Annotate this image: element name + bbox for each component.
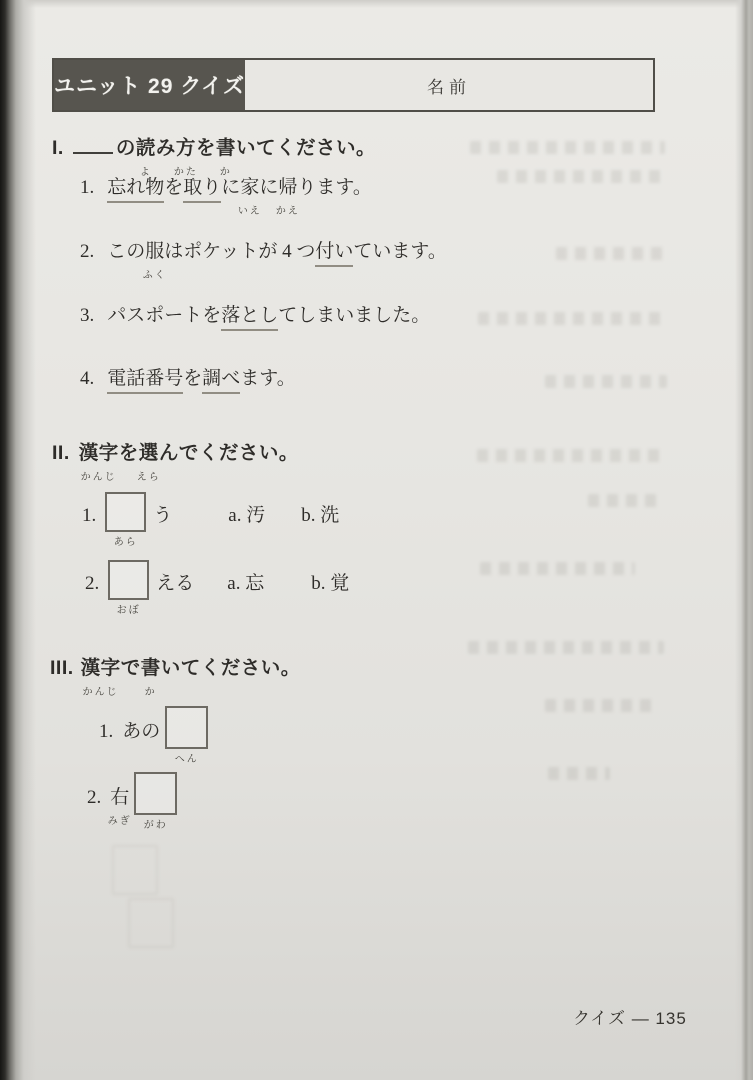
section1-question-2	[80, 240, 447, 281]
furigana: か	[144, 687, 157, 698]
text-segment	[196, 137, 216, 160]
text-segment	[227, 572, 264, 595]
text-segment	[142, 240, 167, 281]
answer-box[interactable]	[165, 706, 208, 765]
furigana: ふく	[142, 270, 167, 281]
segment-text: パスポートを	[107, 305, 222, 326]
text-segment	[107, 786, 132, 827]
segment-text: んでください。	[158, 442, 299, 464]
bleedthrough-mark	[480, 562, 635, 575]
segment-text: 調べ	[202, 368, 241, 389]
segment-text: a. 汚	[228, 505, 266, 526]
unit-title-banner	[54, 60, 245, 110]
text-segment	[52, 137, 64, 160]
text-segment	[82, 504, 96, 527]
section1-heading	[52, 137, 376, 178]
text-segment	[301, 504, 339, 527]
text-segment	[153, 504, 172, 527]
answer-box[interactable]	[134, 772, 177, 831]
text-segment	[237, 176, 262, 217]
segment-text: 服	[145, 241, 165, 262]
bleedthrough-mark	[497, 170, 665, 183]
segment-text: 右	[110, 787, 130, 808]
bleedthrough-mark	[548, 767, 610, 780]
segment-text: 1.	[99, 721, 114, 742]
text-segment	[278, 304, 430, 327]
text-segment	[119, 442, 139, 465]
furigana: かた	[173, 167, 198, 178]
text-segment	[183, 367, 202, 390]
text-segment	[164, 240, 315, 263]
segment-text: 忘れ物	[107, 177, 165, 198]
segment-text: を	[118, 442, 139, 464]
text-segment	[259, 176, 278, 199]
segment-text: える	[156, 573, 195, 594]
segment-text: に	[221, 177, 241, 198]
furigana: かんじ	[80, 472, 117, 483]
section1-question-3	[80, 304, 430, 331]
text-segment	[228, 504, 265, 527]
segment-text: いてください。	[160, 657, 301, 679]
text-segment	[136, 442, 161, 483]
segment-text: 選	[138, 442, 159, 464]
segment-text: b. 覚	[311, 573, 350, 594]
text-segment	[80, 657, 121, 698]
text-segment	[297, 176, 371, 199]
answer-box[interactable]	[105, 492, 146, 548]
section1-question-4	[80, 367, 296, 394]
answer-box[interactable]	[108, 560, 149, 616]
text-segment	[173, 137, 198, 178]
bleedthrough-mark	[470, 141, 665, 154]
bleedthrough-mark	[128, 898, 174, 948]
segment-text: 家	[240, 177, 260, 198]
furigana: いえ	[237, 206, 262, 217]
text-segment	[99, 720, 113, 743]
segment-text: はポケットが 4 つ	[164, 241, 316, 262]
segment-text: ます。	[240, 368, 296, 389]
text-segment	[156, 572, 194, 595]
text-segment	[275, 176, 300, 217]
segment-text: う	[153, 505, 173, 526]
scan-left-binding-shadow	[0, 0, 36, 1080]
page-number: クイズ ― 135	[573, 1009, 687, 1028]
text-segment	[78, 442, 119, 483]
segment-text: I.	[52, 137, 64, 159]
segment-text: a. 忘	[227, 573, 265, 594]
section3-question-2	[87, 772, 184, 831]
text-segment	[80, 304, 94, 327]
segment-text: 漢字	[80, 657, 121, 679]
segment-text: 2.	[80, 241, 95, 262]
bleedthrough-mark	[588, 494, 664, 507]
furigana: がわ	[143, 820, 168, 831]
text-segment	[80, 240, 94, 263]
text-segment	[183, 176, 221, 203]
furigana: あら	[113, 537, 138, 548]
segment-text: 読	[135, 137, 156, 159]
furigana: か	[219, 167, 232, 178]
text-segment	[236, 137, 376, 160]
scan-right-edge-shadow	[735, 0, 753, 1080]
segment-text: 1.	[82, 505, 97, 526]
text-segment	[107, 367, 183, 394]
segment-text: III.	[50, 657, 74, 679]
furigana: かえ	[275, 206, 300, 217]
segment-text: の	[115, 137, 136, 159]
unit-title: ユニット 29 クイズ	[54, 75, 245, 98]
section2-question-1	[82, 492, 340, 548]
bleedthrough-mark	[477, 449, 662, 462]
text-segment	[240, 367, 295, 390]
text-segment	[80, 367, 94, 390]
bleedthrough-mark	[545, 375, 667, 388]
name-label: 名前	[427, 77, 471, 97]
furigana: みぎ	[107, 816, 132, 827]
text-segment	[164, 176, 183, 199]
segment-text: この	[107, 241, 146, 262]
text-segment	[121, 657, 141, 680]
text-segment	[116, 137, 136, 160]
quiz-header	[52, 58, 655, 112]
segment-text: 付い	[315, 241, 354, 262]
segment-text: あの	[122, 721, 161, 742]
furigana: かんじ	[82, 687, 119, 698]
segment-text: 4.	[80, 368, 95, 389]
text-segment	[85, 572, 99, 595]
segment-text: 2.	[85, 573, 100, 594]
segment-text: で	[120, 657, 141, 679]
text-segment	[221, 176, 240, 199]
segment-text: b. 洗	[301, 505, 340, 526]
segment-text: II.	[52, 442, 70, 464]
text-segment	[87, 786, 101, 809]
segment-text: 電話番号	[107, 368, 184, 389]
scan-top-shadow	[0, 0, 753, 8]
text-segment	[221, 304, 278, 331]
segment-text: 書	[140, 657, 161, 679]
text-segment	[159, 442, 299, 465]
bleedthrough-mark	[112, 845, 158, 895]
text-segment	[140, 657, 161, 698]
segment-text: み	[155, 137, 176, 159]
segment-text: てしまいました。	[278, 305, 431, 326]
text-segment	[80, 176, 94, 199]
bleedthrough-mark	[545, 699, 657, 712]
bleedthrough-mark	[478, 312, 666, 325]
bleedthrough-mark	[556, 247, 666, 260]
segment-text: いてください。	[235, 137, 376, 159]
bleedthrough-mark	[468, 641, 664, 654]
segment-text: 方	[175, 137, 196, 159]
furigana: おぼ	[116, 605, 141, 616]
segment-text: 2.	[87, 787, 102, 808]
text-segment	[202, 367, 240, 394]
segment-text: を	[195, 137, 216, 159]
furigana: へん	[174, 754, 199, 765]
text-segment	[50, 657, 74, 680]
text-segment	[122, 720, 160, 743]
segment-text: 書	[215, 137, 236, 159]
name-field-box[interactable]	[245, 60, 653, 110]
segment-text: を	[164, 177, 184, 198]
segment-text: 3.	[80, 305, 95, 326]
answer-blank[interactable]	[73, 137, 113, 154]
segment-text: 帰	[278, 177, 298, 198]
text-segment	[311, 572, 349, 595]
segment-text: 漢字	[78, 442, 119, 464]
text-segment	[107, 240, 145, 263]
segment-text: ります。	[297, 177, 372, 198]
text-segment	[135, 137, 156, 178]
segment-text: 取り	[183, 177, 222, 198]
segment-text: を	[183, 368, 203, 389]
segment-text: ています。	[353, 241, 447, 262]
segment-text: に	[259, 177, 279, 198]
text-segment	[353, 240, 446, 263]
section3-question-1	[99, 706, 215, 765]
section1-question-1	[80, 176, 372, 217]
text-segment	[156, 137, 176, 160]
text-segment	[315, 240, 353, 267]
furigana: えら	[136, 472, 161, 483]
segment-text: 落とし	[221, 305, 279, 326]
section2-question-2	[85, 560, 350, 616]
text-segment	[107, 304, 221, 327]
text-segment	[107, 176, 164, 203]
furigana: よ	[139, 167, 152, 178]
section3-heading	[50, 657, 301, 698]
segment-text: 1.	[80, 177, 95, 198]
text-segment	[215, 137, 236, 178]
section2-heading	[52, 442, 299, 483]
text-segment	[161, 657, 301, 680]
text-segment	[52, 442, 70, 465]
